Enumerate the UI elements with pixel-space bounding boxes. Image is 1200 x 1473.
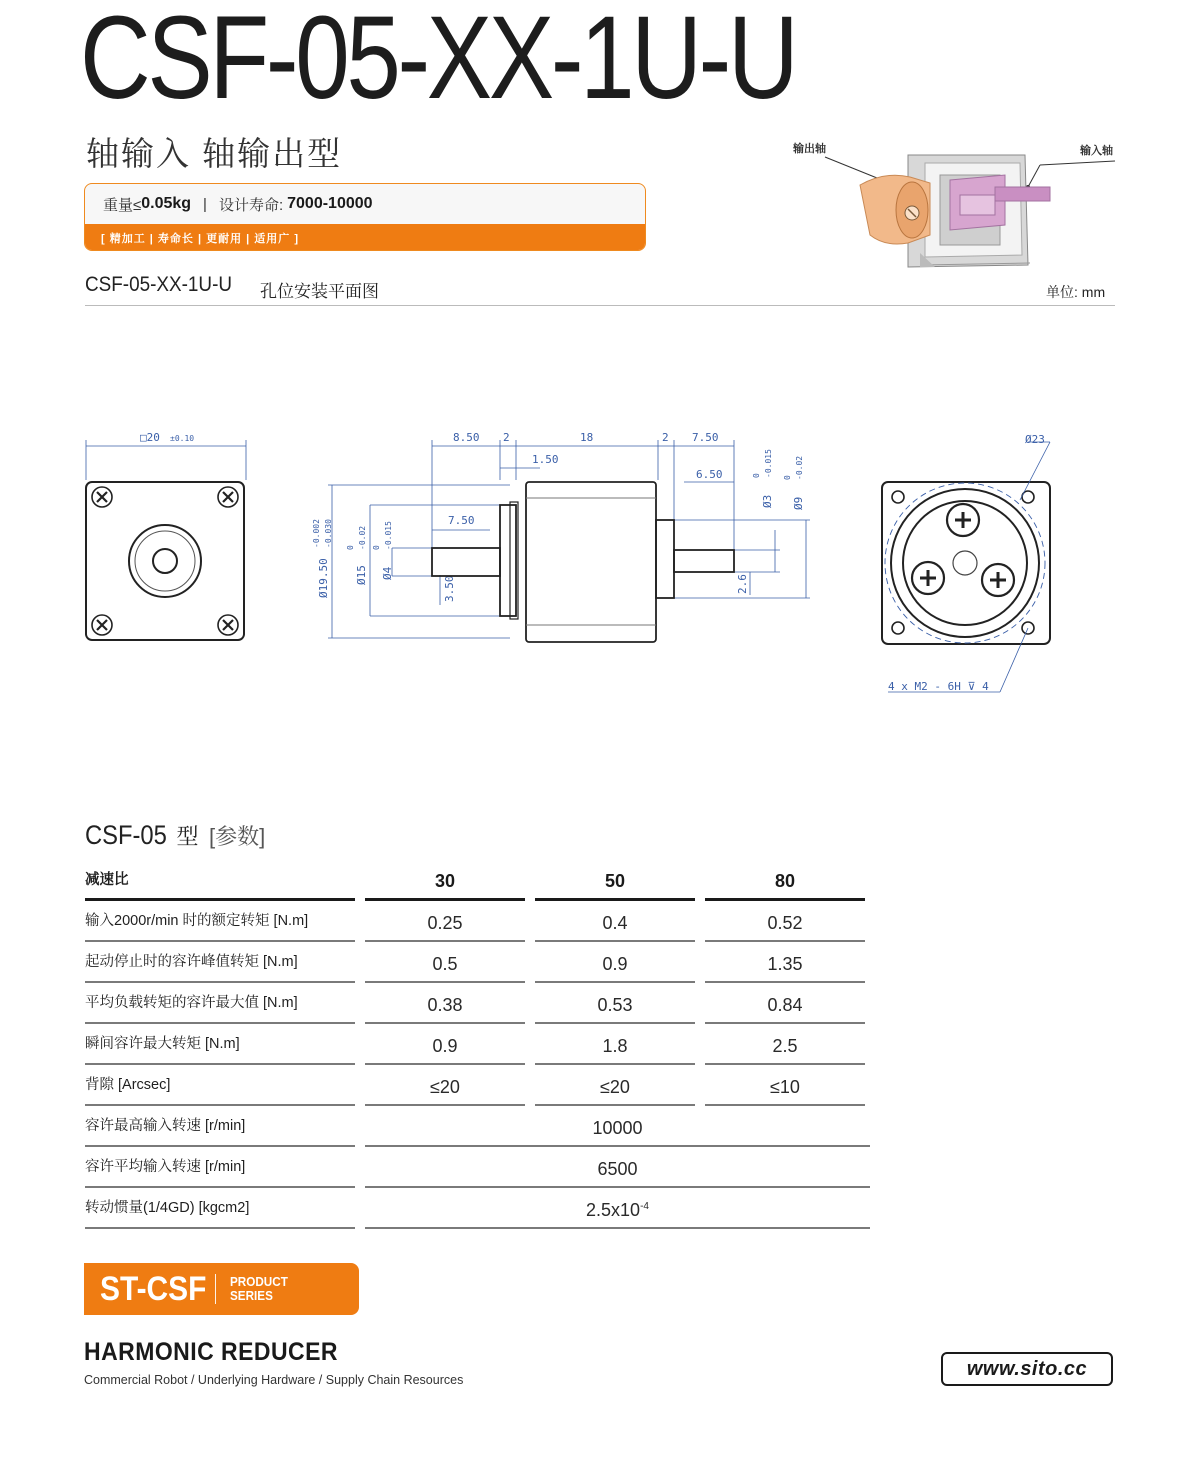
- series-code: ST-CSF: [100, 1269, 207, 1308]
- row-label: 平均负载转矩的容许最大值 [N.m]: [85, 983, 355, 1024]
- dim-holes: 4 x M2 - 6H ⊽ 4: [888, 680, 989, 693]
- dim-dia-4-tol-bottom: -0.015: [384, 521, 393, 550]
- front-view: [86, 431, 246, 640]
- dim-2-6: 2.6: [736, 574, 749, 594]
- dim-dia-4-tol-top: 0: [372, 545, 381, 550]
- weight-label: 重量≤: [103, 196, 142, 214]
- feature-strip: [ 精加工 | 寿命长 | 更耐用 | 适用广 ]: [85, 224, 645, 251]
- row-value: 0.9: [365, 1024, 525, 1065]
- table-row: [85, 1106, 870, 1147]
- dim-dia-3: Ø3: [761, 494, 774, 508]
- drawing-model: CSF-05-XX-1U-U: [85, 273, 233, 296]
- params-type: 型: [176, 824, 199, 849]
- dim-dia-3-tol-bottom: -0.015: [764, 449, 773, 478]
- header-divider: [85, 305, 1115, 306]
- row-label: 转动惯量(1/4GD) [kgcm2]: [85, 1188, 355, 1229]
- table-header-row: [85, 860, 870, 901]
- table-row: [85, 1024, 870, 1065]
- life-value: 7000-10000: [287, 195, 373, 212]
- dim-2-left: 2: [503, 431, 510, 444]
- dim-7-50-shaft: 7.50: [448, 514, 475, 527]
- dim-dia-19-50-tol-top: -0.002: [312, 519, 321, 548]
- ratio-80: 80: [705, 860, 865, 901]
- params-tag: [参数]: [208, 824, 266, 849]
- dim-dia-3-tol-top: 0: [752, 473, 761, 478]
- output-shaft-label: 输出轴: [793, 143, 826, 155]
- row-value: 10000: [365, 1106, 870, 1147]
- series-tag: [84, 1263, 359, 1315]
- row-label: 瞬间容许最大转矩 [N.m]: [85, 1024, 355, 1065]
- row-value: 0.4: [535, 901, 695, 942]
- dim-square: □20: [140, 431, 160, 444]
- table-row: [85, 942, 870, 983]
- table-row: [85, 901, 870, 942]
- dim-dia-15: Ø15: [355, 565, 368, 585]
- website-link[interactable]: www.sito.cc: [941, 1352, 1113, 1386]
- dim-6-50: 6.50: [696, 468, 723, 481]
- dim-square-tol: ±0.10: [170, 434, 195, 443]
- product-photo: [790, 135, 1120, 275]
- row-value: ≤20: [365, 1065, 525, 1106]
- table-row: [85, 1188, 870, 1229]
- dim-dia-19-50-tol-bottom: -0.030: [324, 519, 333, 548]
- inertia-value: 2.5x10: [586, 1200, 641, 1220]
- side-view: [312, 431, 810, 642]
- row-label: 容许最高输入转速 [r/min]: [85, 1106, 355, 1147]
- row-value: 0.5: [365, 942, 525, 983]
- dim-dia-23: Ø23: [1025, 433, 1045, 446]
- inertia-exponent: -4: [640, 1201, 649, 1212]
- back-view: [882, 433, 1050, 693]
- dim-18: 18: [580, 431, 594, 444]
- header-label: 减速比: [85, 860, 355, 901]
- row-value: 0.9: [535, 942, 695, 983]
- spec-summary: [85, 184, 645, 224]
- row-value: 1.8: [535, 1024, 695, 1065]
- params-model: CSF-05: [85, 820, 167, 850]
- row-value: 0.84: [705, 983, 865, 1024]
- row-label: 输入2000r/min 时的额定转矩 [N.m]: [85, 901, 355, 942]
- row-value: 0.25: [365, 901, 525, 942]
- row-value: 0.53: [535, 983, 695, 1024]
- dim-3-50: 3.50: [443, 575, 456, 602]
- dim-dia-9-tol-top: 0: [783, 475, 792, 480]
- params-table: [85, 860, 870, 1229]
- row-label: 背隙 [Arcsec]: [85, 1065, 355, 1106]
- spec-separator: |: [203, 195, 207, 213]
- row-label: 起动停止时的容许峰值转矩 [N.m]: [85, 942, 355, 983]
- dim-dia-15-tol-top: 0: [346, 545, 355, 550]
- brand-name: HARMONIC REDUCER: [84, 1338, 338, 1366]
- row-label: 容许平均输入转速 [r/min]: [85, 1147, 355, 1188]
- brand-tagline: Commercial Robot / Underlying Hardware / Supply Chain Resources: [84, 1373, 464, 1387]
- dim-dia-9: Ø9: [792, 496, 805, 510]
- dim-dia-15-tol-bottom: -0.02: [358, 525, 367, 550]
- dim-7-50-top: 7.50: [692, 431, 719, 444]
- dim-dia-19-50: Ø19.50: [317, 558, 330, 598]
- drawing-title: 孔位安装平面图: [260, 282, 379, 301]
- weight-value: 0.05kg: [141, 195, 192, 212]
- row-value-inertia: [365, 1188, 870, 1229]
- row-value: 0.52: [705, 901, 865, 942]
- dim-dia-4: Ø4: [381, 566, 394, 580]
- row-value: ≤10: [705, 1065, 865, 1106]
- life-label: 设计寿命:: [218, 196, 284, 214]
- input-shaft-label: 输入轴: [1080, 145, 1113, 157]
- row-value: 1.35: [705, 942, 865, 983]
- series-subtitle: [230, 1275, 288, 1303]
- ratio-30: 30: [365, 860, 525, 901]
- params-title: [85, 820, 265, 851]
- dim-1-50: 1.50: [532, 453, 559, 466]
- technical-drawing: [70, 420, 1140, 710]
- table-row: [85, 983, 870, 1024]
- unit-label: 单位: mm: [1046, 284, 1106, 300]
- series-sub-line-1: PRODUCT: [229, 1274, 288, 1289]
- dim-8-50: 8.50: [453, 431, 480, 444]
- product-subtitle: 轴输入 轴输出型: [86, 135, 343, 172]
- row-value: ≤20: [535, 1065, 695, 1106]
- spec-box: [84, 183, 646, 251]
- table-row: [85, 1065, 870, 1106]
- row-value: 0.38: [365, 983, 525, 1024]
- row-value: 6500: [365, 1147, 870, 1188]
- series-sub-line-2: SERIES: [229, 1288, 273, 1303]
- dim-2-right: 2: [662, 431, 669, 444]
- dim-dia-9-tol-bottom: -0.02: [795, 455, 804, 480]
- table-row: [85, 1147, 870, 1188]
- series-divider: [215, 1274, 216, 1304]
- model-title: CSF-05-XX-1U-U: [80, 0, 796, 124]
- row-value: 2.5: [705, 1024, 865, 1065]
- ratio-50: 50: [535, 860, 695, 901]
